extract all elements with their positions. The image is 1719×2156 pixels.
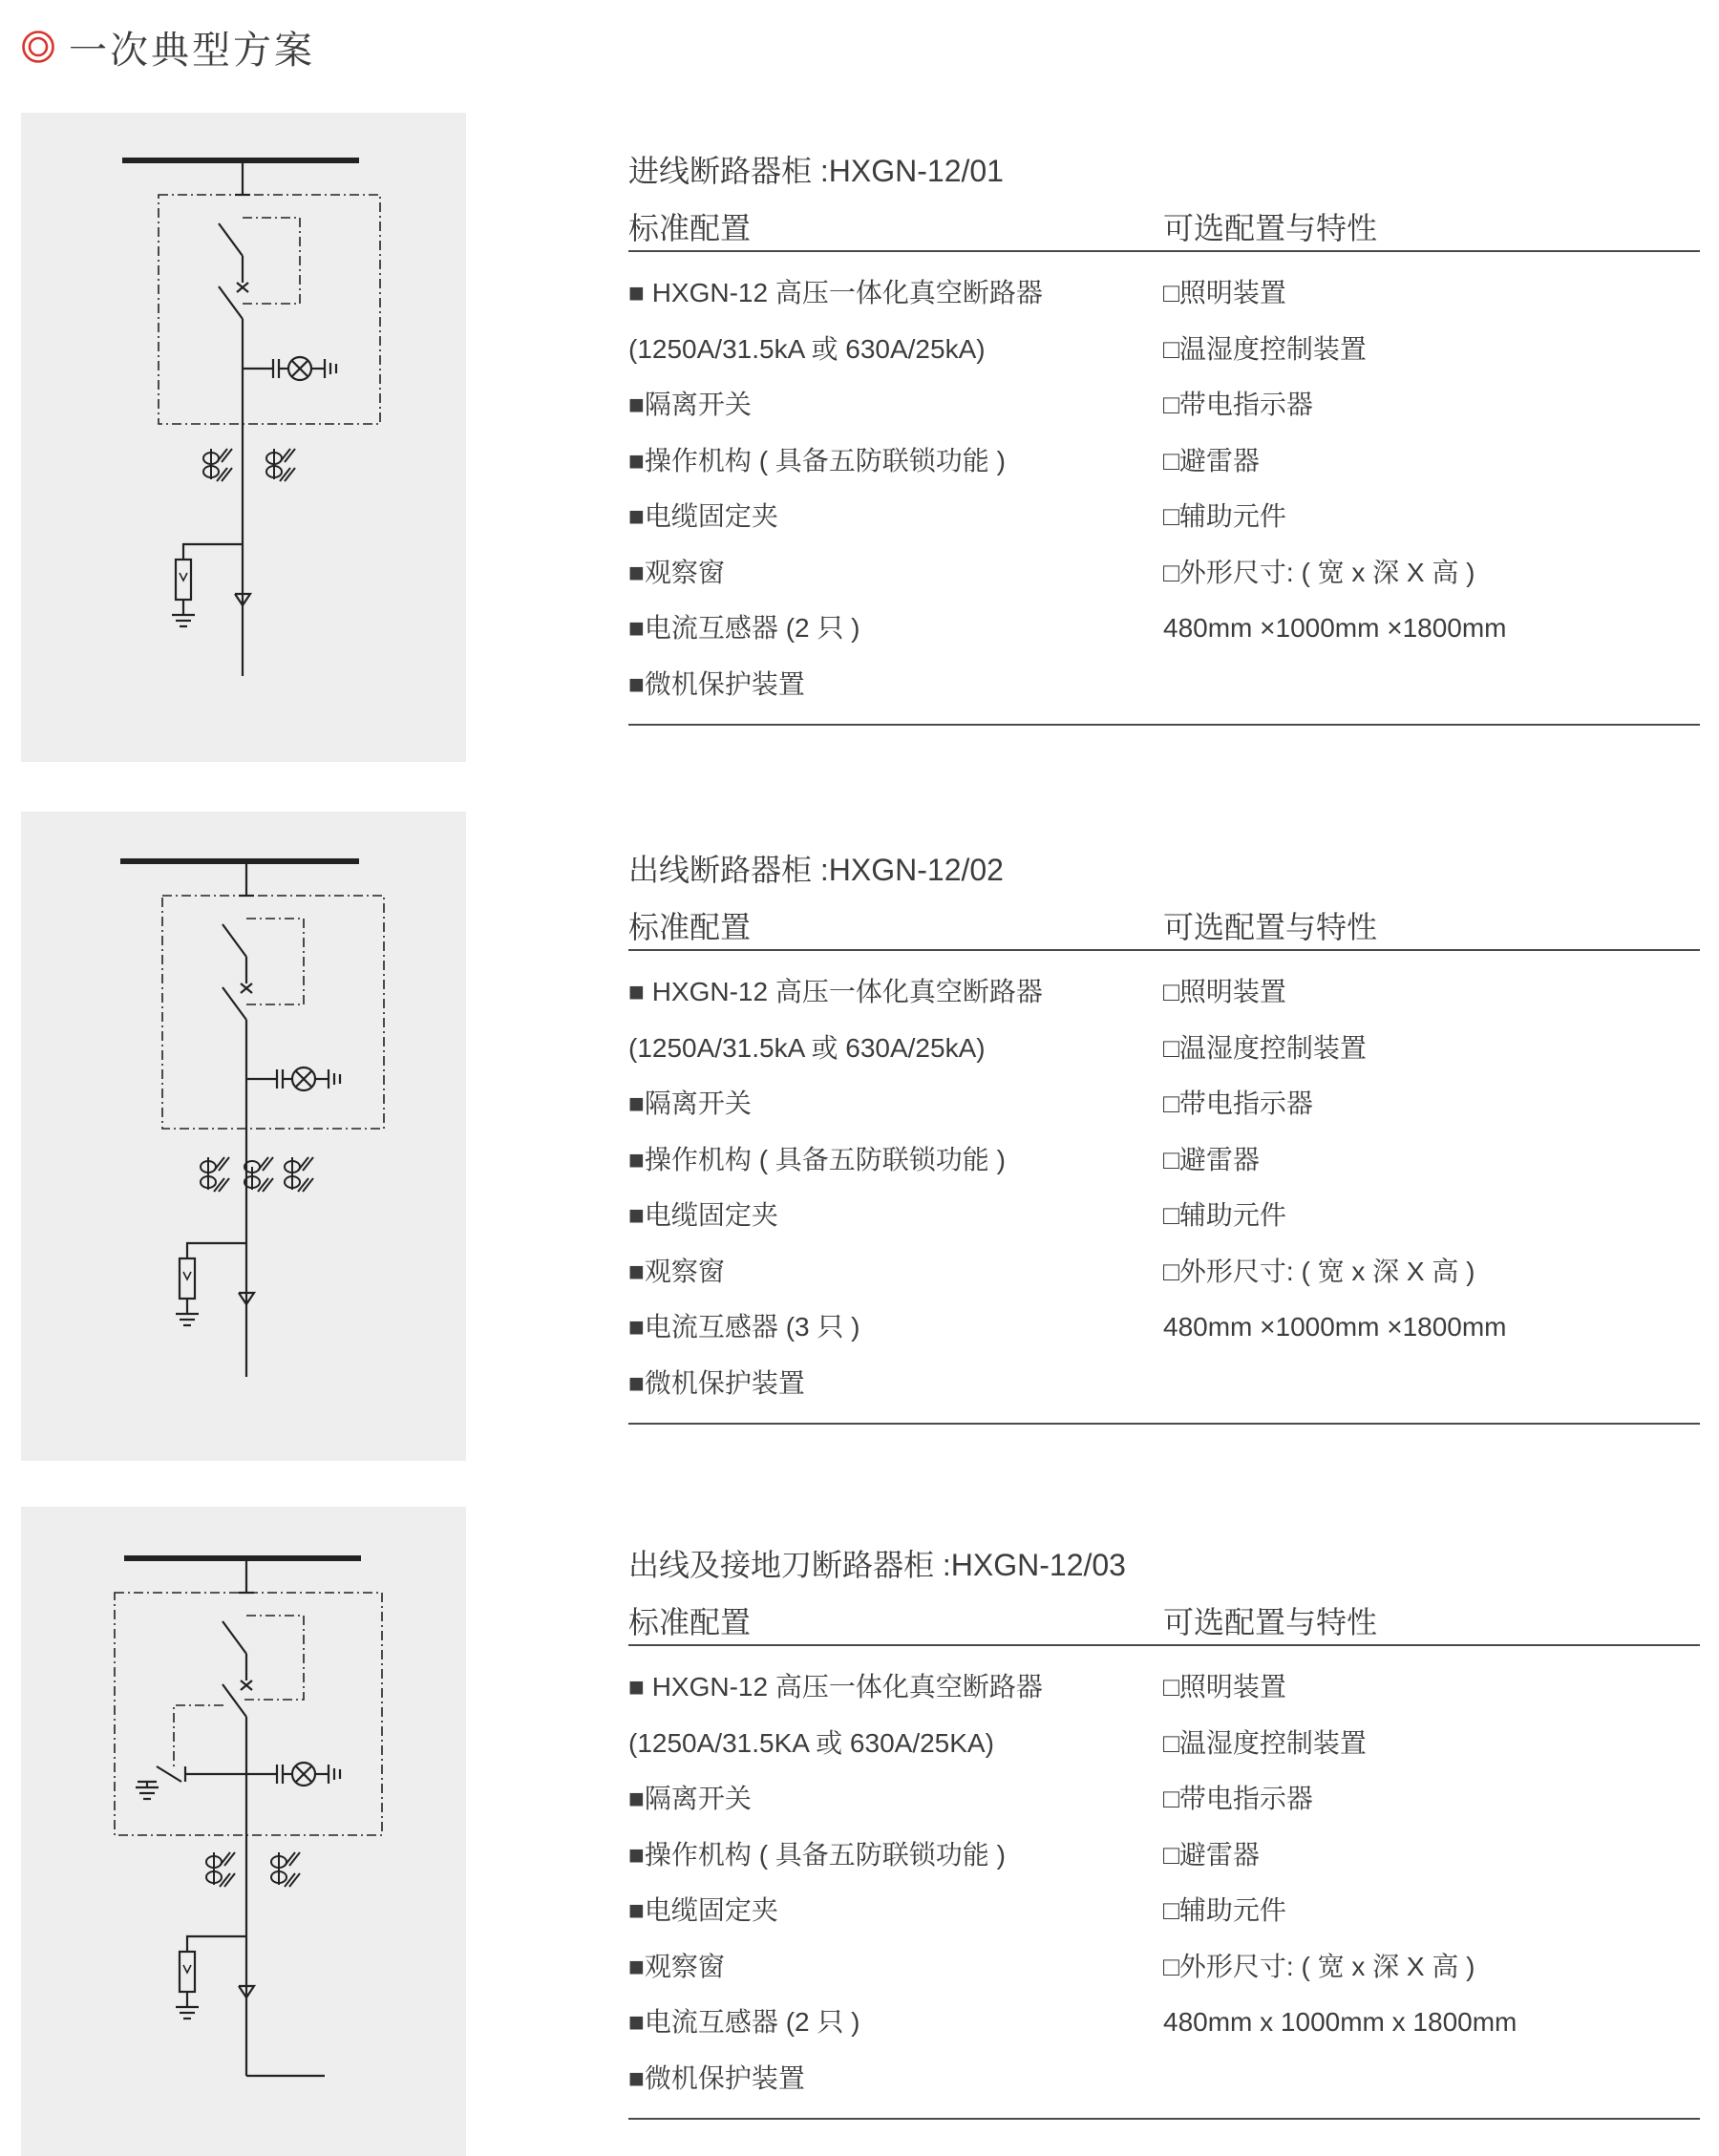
list-item: □带电指示器	[1163, 1089, 1313, 1118]
list-item: □辅助元件	[1163, 501, 1286, 531]
list-item: □温湿度控制装置	[1163, 1032, 1367, 1063]
scheme-section-02	[0, 812, 1719, 1461]
spec-block-01	[628, 113, 1700, 762]
heading-divider	[628, 1644, 1700, 1646]
list-item: 480mm x 1000mm x 1800mm	[1163, 2007, 1517, 2037]
optional-config-list	[1163, 964, 1507, 1356]
scheme-section-03	[0, 1507, 1719, 2156]
standard-config-heading: 标准配置	[628, 211, 752, 245]
single-line-diagram-03	[21, 1507, 466, 2156]
standard-config-heading: 标准配置	[628, 910, 752, 944]
list-item: (1250A/31.5kA 或 630A/25kA)	[628, 333, 986, 364]
list-item: (1250A/31.5kA 或 630A/25kA)	[628, 1032, 986, 1063]
scheme-section-01	[0, 113, 1719, 762]
list-item: ■电缆固定夹	[628, 1895, 778, 1925]
list-item: (1250A/31.5KA 或 630A/25KA)	[628, 1727, 994, 1758]
optional-config-heading: 可选配置与特性	[1163, 211, 1378, 245]
list-item: ■操作机构 ( 具备五防联锁功能 )	[628, 1839, 1006, 1870]
list-item: □照明装置	[1163, 278, 1286, 307]
cabinet-title: 进线断路器柜 :HXGN-12/01	[628, 154, 1004, 188]
optional-config-list	[1163, 1659, 1517, 2051]
standard-config-heading: 标准配置	[628, 1605, 752, 1639]
list-item: 480mm ×1000mm ×1800mm	[1163, 613, 1507, 643]
list-item: ■观察窗	[628, 1256, 725, 1286]
list-item: □外形尺寸: ( 宽 x 深 X 高 )	[1163, 1256, 1475, 1286]
list-item: □外形尺寸: ( 宽 x 深 X 高 )	[1163, 557, 1475, 587]
standard-config-list	[628, 964, 1043, 1411]
standard-config-list	[628, 265, 1043, 712]
list-item: ■电流互感器 (3 只 )	[628, 1312, 860, 1342]
list-item: □照明装置	[1163, 1672, 1286, 1702]
list-item: ■微机保护装置	[628, 1367, 805, 1398]
list-item: ■操作机构 ( 具备五防联锁功能 )	[628, 445, 1006, 476]
standard-config-list	[628, 1659, 1043, 2106]
section-divider	[628, 724, 1700, 726]
heading-divider	[628, 949, 1700, 951]
list-item: ■隔离开关	[628, 390, 752, 419]
list-item: □避雷器	[1163, 1839, 1260, 1870]
list-item: □外形尺寸: ( 宽 x 深 X 高 )	[1163, 1951, 1475, 1981]
spec-block-02	[628, 812, 1700, 1461]
list-item: □温湿度控制装置	[1163, 333, 1367, 364]
list-item: ■电缆固定夹	[628, 501, 778, 531]
optional-config-heading: 可选配置与特性	[1163, 910, 1378, 944]
list-item: □照明装置	[1163, 977, 1286, 1006]
list-item: □避雷器	[1163, 445, 1260, 476]
list-item: □带电指示器	[1163, 1784, 1313, 1813]
list-item: ■电流互感器 (2 只 )	[628, 613, 860, 643]
list-item: □辅助元件	[1163, 1200, 1286, 1230]
list-item: ■观察窗	[628, 557, 725, 587]
optional-config-heading: 可选配置与特性	[1163, 1605, 1378, 1639]
list-item: 480mm ×1000mm ×1800mm	[1163, 1312, 1507, 1342]
heading-divider	[628, 250, 1700, 252]
section-divider	[628, 2118, 1700, 2120]
list-item: ■隔离开关	[628, 1784, 752, 1813]
list-item: ■操作机构 ( 具备五防联锁功能 )	[628, 1144, 1006, 1174]
page-header	[21, 23, 315, 71]
list-item: ■微机保护装置	[628, 668, 805, 699]
target-circle-icon	[21, 30, 55, 64]
list-item: □带电指示器	[1163, 390, 1313, 419]
list-item: ■微机保护装置	[628, 2062, 805, 2093]
cabinet-title: 出线及接地刀断路器柜 :HXGN-12/03	[628, 1548, 1126, 1582]
list-item: ■观察窗	[628, 1951, 725, 1981]
list-item: ■ HXGN-12 高压一体化真空断路器	[628, 278, 1043, 307]
list-item: ■电缆固定夹	[628, 1200, 778, 1230]
list-item: □温湿度控制装置	[1163, 1727, 1367, 1758]
list-item: ■隔离开关	[628, 1089, 752, 1118]
section-divider	[628, 1423, 1700, 1425]
optional-config-list	[1163, 265, 1507, 657]
cabinet-title: 出线断路器柜 :HXGN-12/02	[628, 853, 1004, 887]
list-item: ■ HXGN-12 高压一体化真空断路器	[628, 1672, 1043, 1702]
page-title: 一次典型方案	[69, 29, 315, 72]
list-item: □避雷器	[1163, 1144, 1260, 1174]
list-item: ■ HXGN-12 高压一体化真空断路器	[628, 977, 1043, 1006]
list-item: □辅助元件	[1163, 1895, 1286, 1925]
single-line-diagram-02	[21, 812, 466, 1461]
single-line-diagram-01	[21, 113, 466, 762]
spec-block-03	[628, 1507, 1700, 2156]
list-item: ■电流互感器 (2 只 )	[628, 2007, 860, 2037]
